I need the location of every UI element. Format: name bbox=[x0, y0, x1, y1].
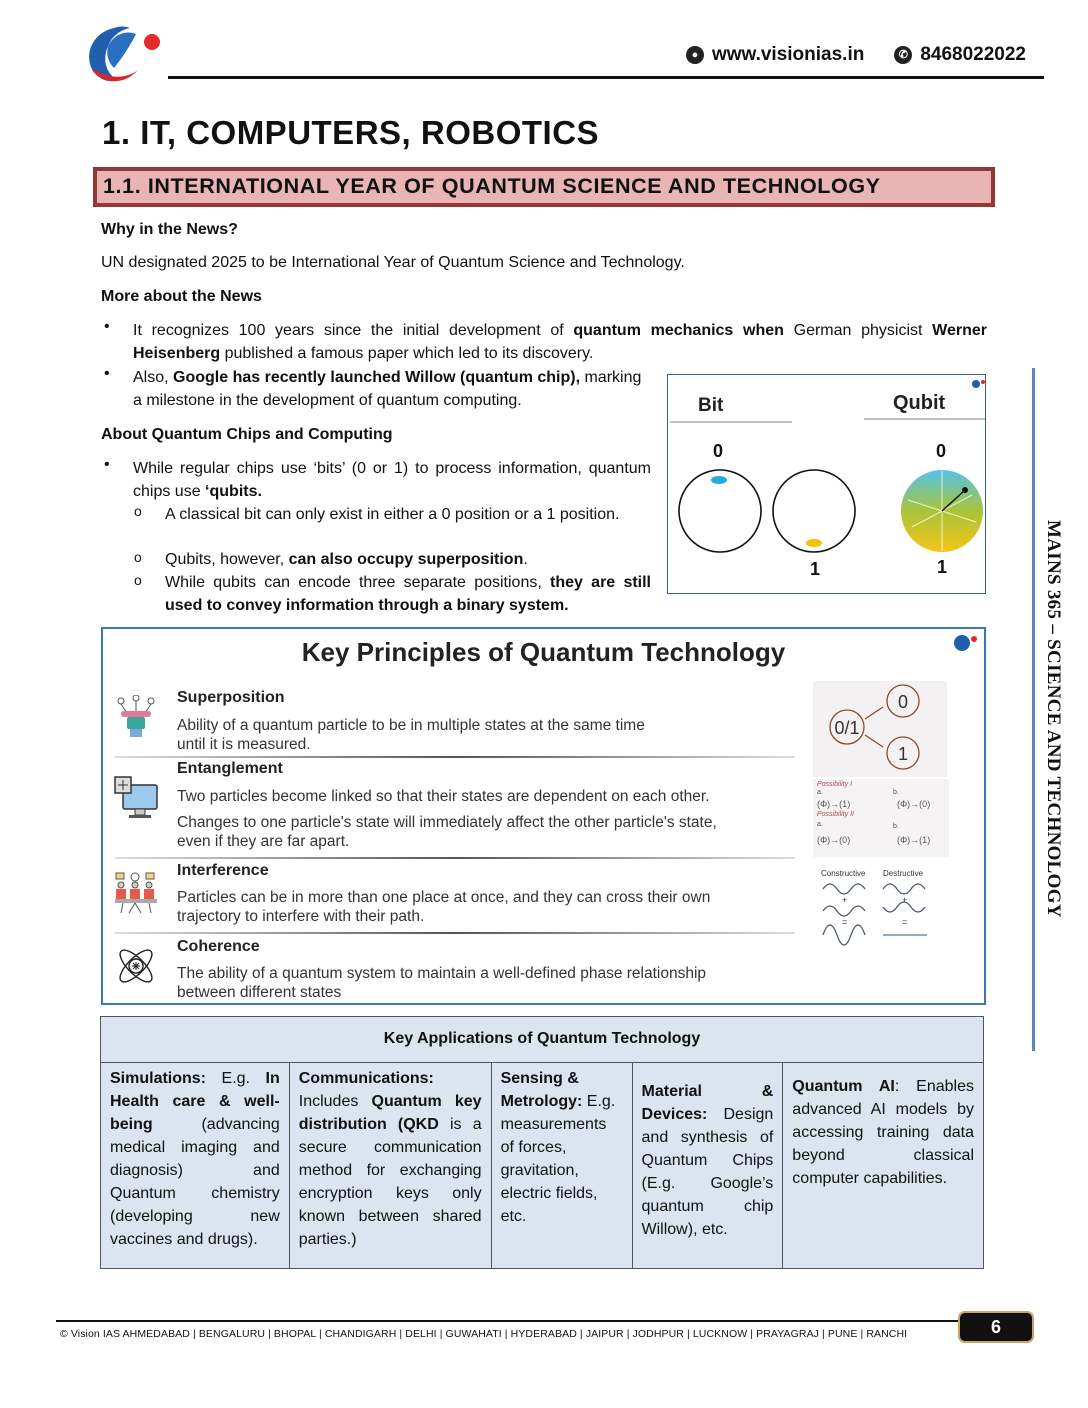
svg-text:+: + bbox=[902, 895, 908, 905]
principle-desc-entanglement: Two particles become linked so that their states are dependent on each other. bbox=[177, 788, 710, 805]
principle-name-entanglement: Entanglement bbox=[177, 760, 283, 777]
principle-desc-interference: Particles can be in more than one place at once, and they can cross their own trajectory to interfere with their path. bbox=[177, 889, 711, 925]
sub-bullet-icon: o bbox=[134, 503, 142, 519]
entanglement-diagram: Possibility I a. b. (Φ)→(1) (Φ)→(0) Possibility II a. b. (Φ)→(0) (Φ)→(1) bbox=[813, 779, 949, 857]
principle-desc2-entanglement: Changes to one particle's state will immediately affect the other particle's state, even if they are far apart. bbox=[177, 814, 717, 850]
why-in-news-heading: Why in the News? bbox=[101, 221, 238, 238]
svg-text:=: = bbox=[902, 917, 908, 927]
principle-divider bbox=[115, 756, 795, 758]
side-divider bbox=[1032, 368, 1035, 1051]
chips-sub-bullet-1: A classical bit can only exist in either a 0 position or a 1 position. bbox=[165, 506, 620, 523]
principle-divider bbox=[115, 932, 795, 934]
svg-text:1: 1 bbox=[897, 744, 909, 764]
header-contact bbox=[686, 44, 1026, 66]
section-title: 1.1. INTERNATIONAL YEAR OF QUANTUM SCIENCE AND TECHNOLOGY bbox=[93, 167, 995, 207]
svg-text:+: + bbox=[842, 895, 848, 905]
atom-icon bbox=[113, 943, 159, 989]
vision-ias-logo bbox=[84, 24, 164, 88]
qubit-zero-label: 0 bbox=[936, 441, 947, 461]
phone-number[interactable]: 8468022022 bbox=[920, 44, 1026, 65]
chapter-title: 1. IT, COMPUTERS, ROBOTICS bbox=[102, 114, 600, 151]
news-bullet-1: It recognizes 100 years since the initial development of quantum mechanics when German physicist Werner Heisenberg published a famous paper which led to its discovery. bbox=[133, 322, 988, 362]
bit-zero-label: 0 bbox=[713, 441, 724, 461]
qubit-label: Qubit bbox=[893, 392, 946, 414]
quantum-computer-icon bbox=[113, 775, 159, 821]
page-number: 6 bbox=[958, 1311, 1034, 1343]
bit-one-label: 1 bbox=[810, 559, 821, 579]
principle-name-coherence: Coherence bbox=[177, 938, 260, 955]
people-meeting-icon bbox=[113, 871, 159, 917]
chips-sub-bullet-2: Qubits, however, can also occupy superposition. bbox=[165, 551, 528, 568]
bit-label: Bit bbox=[698, 395, 724, 416]
vision-ias-mini-logo bbox=[950, 631, 980, 653]
svg-text:=: = bbox=[842, 917, 848, 927]
application-simulations: Simulations: E.g. In Health care & well-being (advancing medical imaging and diagnosis) and Quantum chemistry (developing new vaccines and drugs). bbox=[101, 1063, 290, 1269]
principle-name-superposition: Superposition bbox=[177, 689, 285, 706]
superposition-icon bbox=[113, 695, 159, 741]
phone-icon: ✆ bbox=[894, 46, 912, 64]
principle-desc-coherence: The ability of a quantum system to maintain a well-defined phase relationship between different states bbox=[177, 965, 707, 1001]
application-communications: Communications: Includes Quantum key distribution (QKD is a secure communication method for exchanging encryption keys only known between shared parties.) bbox=[289, 1063, 491, 1269]
side-label: MAINS 365 – SCIENCE AND TECHNOLOGY bbox=[1043, 520, 1064, 918]
qubit-one-label: 1 bbox=[937, 557, 948, 577]
key-applications-table bbox=[100, 1016, 984, 1269]
key-principles-box bbox=[101, 627, 986, 1005]
application-sensing-metrology: Sensing & Metrology: E.g. measurements of forces, gravitation, electric fields, etc. bbox=[491, 1063, 632, 1269]
bullet-icon: • bbox=[104, 318, 110, 335]
footer-text: © Vision IAS AHMEDABAD | BENGALURU | BHOPAL | CHANDIGARH | DELHI | GUWAHATI | HYDERABAD | JAIPUR | JODHPUR | LUCKNOW | PRAYAGRAJ | PUNE | RANCHI bbox=[60, 1328, 908, 1340]
chips-bullet: While regular chips use ‘bits’ (0 or 1) to process information, quantum chips use ‘qubits. bbox=[133, 460, 651, 500]
more-about-heading: More about the News bbox=[101, 288, 262, 305]
about-chips-heading: About Quantum Chips and Computing bbox=[101, 426, 393, 443]
header-divider bbox=[168, 76, 1044, 79]
application-quantum-ai: Quantum AI: Enables advanced AI models by accessing training data beyond classical computer capabilities. bbox=[783, 1063, 984, 1269]
superposition-diagram bbox=[813, 681, 947, 777]
principle-desc-superposition: Ability of a quantum particle to be in multiple states at the same time until it is measured. bbox=[177, 717, 645, 753]
applications-title: Key Applications of Quantum Technology bbox=[101, 1017, 984, 1063]
principle-name-interference: Interference bbox=[177, 862, 269, 879]
why-in-news-text: UN designated 2025 to be International Year of Quantum Science and Technology. bbox=[101, 254, 685, 271]
svg-text:0/1: 0/1 bbox=[834, 718, 860, 738]
bullet-icon: • bbox=[104, 365, 110, 382]
chips-sub-bullet-3: While qubits can encode three separate positions, they are still used to convey information through a binary system. bbox=[165, 574, 652, 614]
application-material-devices: Material & Devices: Design and synthesis of Quantum Chips (E.g. Google’s quantum chip Willow), etc. bbox=[632, 1063, 783, 1269]
website-link[interactable]: www.visionias.in bbox=[711, 44, 865, 65]
footer-divider bbox=[56, 1320, 968, 1322]
interference-diagram: Constructive Destructive + = + = bbox=[815, 869, 945, 959]
globe-icon: ● bbox=[686, 46, 704, 64]
bit-qubit-figure bbox=[667, 374, 986, 594]
bullet-icon: • bbox=[104, 456, 110, 473]
sub-bullet-icon: o bbox=[134, 572, 142, 588]
sub-bullet-icon: o bbox=[134, 549, 142, 565]
principle-divider bbox=[115, 857, 795, 859]
news-bullet-2: Also, Google has recently launched Willow (quantum chip), marking a milestone in the development of quantum computing. bbox=[133, 369, 642, 409]
svg-text:0: 0 bbox=[897, 692, 909, 712]
principles-title: Key Principles of Quantum Technology bbox=[301, 637, 786, 667]
